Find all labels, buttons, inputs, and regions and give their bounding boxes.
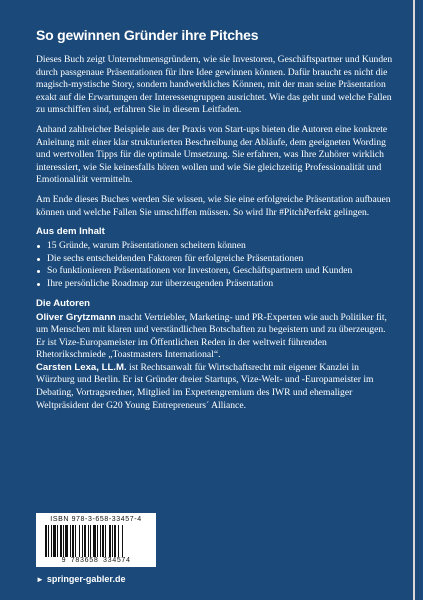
author-name: Oliver Grytzmann [36,311,116,323]
publisher-url: springer-gabler.de [46,574,126,584]
contents-list [36,240,394,290]
blurb-paragraph-3: Am Ende dieses Buches werden Sie wissen, wie Sie eine erfolgreiche Präsentation aufbauen können und welche Fallen Sie umschiffen müssen. So wird Ihr #PitchPerfekt gelingen. [36,193,391,218]
blurb-body [36,54,394,412]
contents-item: Ihre persönliche Roadmap zur überzeugenden Präsentation [36,278,394,291]
blurb-paragraph-2: Anhand zahlreicher Beispiele aus der Praxis von Start-ups bieten die Autoren eine konkrete Anleitung mit einer klar strukturierten Beschreibung der Abläufe, dem geeigneten Wording und wertvollen Tipps für die optimale Umsetzung. Sie erfahren, was Ihre Zuhörer wirklich interessiert, wie Sie keinesfalls hören wollen und wie Sie gleichzeitig Professionalität und Emotionalität vermitteln. [36,123,388,186]
contents-item: So funktionieren Präsentationen vor Investoren, Geschäftspartnern und Kunden [36,265,394,278]
authors-heading: Die Autoren [36,297,91,309]
isbn-barcode [36,513,156,567]
barcode-bars [45,525,147,557]
author-entry-2 [36,362,394,412]
contents-heading: Aus dem Inhalt [36,226,105,238]
blurb-paragraph-1: Dieses Buch zeigt Unternehmensgründern, wie sie Investoren, Geschäftspartner und Kunden durch passgenaue Präsentationen für ihre Idee gewinnen können. Dafür braucht es nicht die magisch-mystische Story, sondern handwerkliches Können, mit der man seine Präsentation exakt auf die Erwartungen der Interessengruppen ausrichtet. Wie das geht und welche Fallen zu umschiffen sind, erfahren Sie in diesem Leitfaden. [36,54,393,116]
contents-item: Die sechs entscheidenden Faktoren für erfolgreiche Präsentationen [36,253,394,266]
arrow-icon: ► [36,575,44,584]
author-bio: macht Vertriebler, Marketing- und PR-Experten wie auch Politiker fit, um Menschen mit klaren und verständlichen Botschaften zu begeistern und zu überzeugen. Er ist Vize-Europameister im Öffentlichen Reden in der weltweit führenden Rhetorikschmiede „Toastmasters International“. [36,311,387,361]
author-bio: ist Rechtsanwalt für Wirtschaftsrecht mit eigener Kanzlei in Würzburg und Berlin. Er ist Gründer dreier Startups, Vize-Welt- und -Europameister im Debating, Vortragsredner, Mitglied im Expertengremium des IWR und ehemaliger Weltpräsident der G20 Young Entrepreneurs´ Alliance. [36,361,374,411]
cover-title: So gewinnen Gründer ihre Pitches [36,27,259,43]
author-name: Carsten Lexa, LL.M. [36,361,127,373]
isbn-label: ISBN 978-3-658-33457-4 [50,516,142,523]
spine-edge-rule [413,0,415,600]
publisher-link[interactable] [36,574,125,584]
author-entry-1 [36,312,394,362]
contents-item: 15 Gründe, warum Präsentationen scheitern können [36,240,394,253]
barcode-digits: 9 783658 334574 [61,557,131,565]
